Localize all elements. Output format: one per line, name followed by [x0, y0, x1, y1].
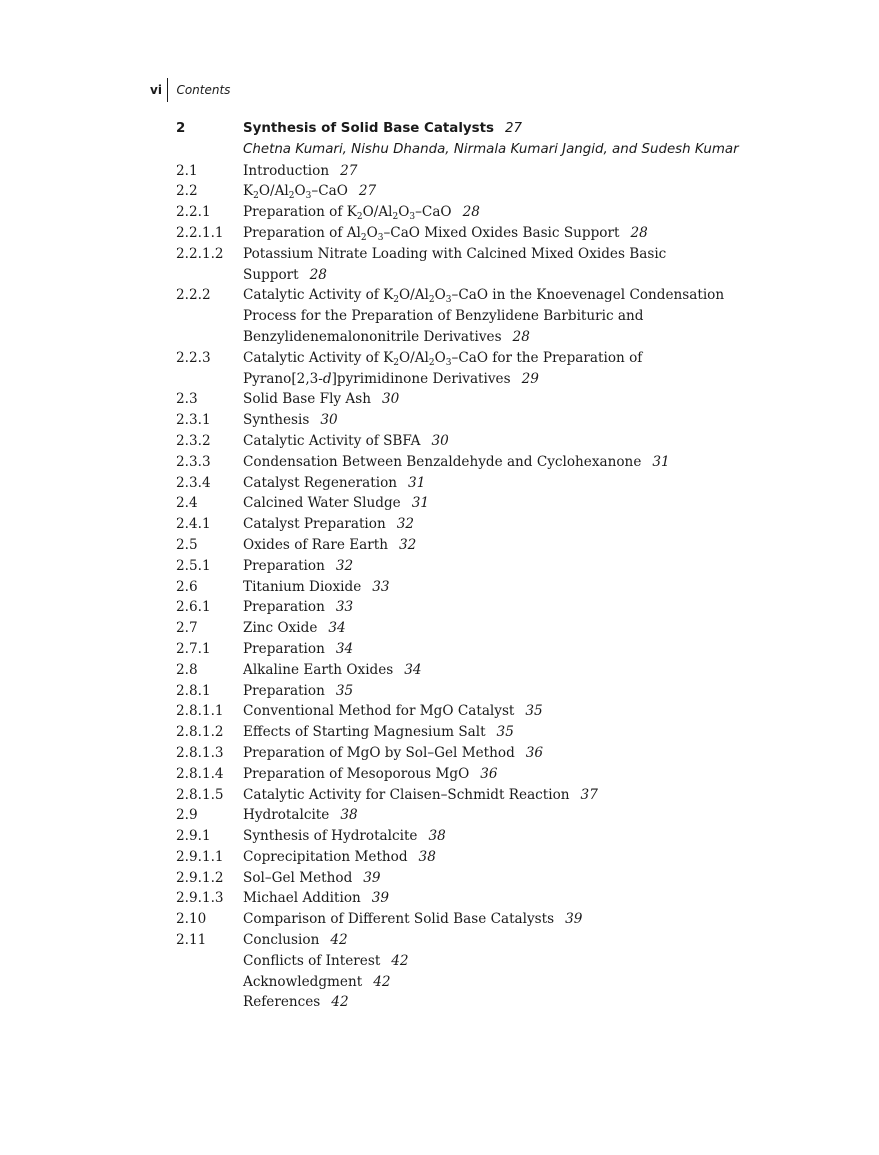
title-text: References	[243, 994, 321, 1011]
section-number: 2.5.1	[176, 557, 211, 574]
toc-entry[interactable]	[176, 514, 776, 535]
section-number: 2.1	[176, 162, 198, 179]
page-number-ref: 28	[512, 328, 530, 345]
section-number: 2.8.1.2	[176, 724, 224, 741]
subscript: 3	[305, 191, 312, 202]
title-segment: Catalytic Activity of K	[243, 349, 394, 366]
toc-entry[interactable]	[176, 785, 776, 806]
subscript: 2	[393, 295, 400, 306]
subscript: 3	[377, 232, 384, 243]
section-title	[243, 202, 776, 223]
title-segment: Pyrano[2,3-	[243, 370, 323, 387]
title-text: Support	[243, 266, 299, 283]
subscript: 2	[428, 357, 435, 368]
section-number: 2.2.1	[176, 204, 211, 221]
subscript: 2	[288, 191, 295, 202]
page-number-ref: 36	[480, 765, 498, 782]
title-text: Preparation of Mesoporous MgO	[243, 765, 470, 782]
section-number: 2.7.1	[176, 640, 211, 657]
section-title	[243, 951, 776, 972]
section-number: 2.8.1	[176, 682, 211, 699]
toc-entry[interactable]	[176, 618, 776, 639]
title-segment: –CaO Mixed Oxides Basic Support	[383, 224, 620, 241]
page-number-ref: 39	[565, 911, 583, 928]
section-number: 2.8.1.1	[176, 703, 224, 720]
title-text: Synthesis	[243, 412, 310, 429]
page-number-ref: 33	[335, 599, 354, 616]
title-segment: O	[398, 204, 410, 221]
toc-entry[interactable]	[176, 181, 776, 202]
page-number-ref: 42	[373, 973, 391, 990]
page-number-ref: 39	[363, 869, 381, 886]
page-number-ref: 30	[431, 432, 449, 449]
section-number: 2.3.4	[176, 474, 211, 491]
title-segment: K	[243, 183, 254, 200]
section-title	[243, 639, 776, 660]
section-number: 2.2.2	[176, 287, 211, 304]
section-title	[243, 285, 776, 347]
title-segment: Benzylidenemalononitrile Derivatives	[243, 328, 502, 345]
title-segment: –CaO for the Preparation of	[451, 349, 643, 366]
section-title	[243, 847, 776, 868]
title-text: Titanium Dioxide	[243, 578, 362, 595]
section-title	[243, 597, 776, 618]
toc-entry[interactable]	[176, 535, 776, 556]
toc-entry[interactable]	[176, 348, 776, 390]
title-text: Coprecipitation Method	[243, 848, 408, 865]
page-number-ref: 34	[328, 620, 346, 637]
section-title	[243, 681, 776, 702]
page-number-ref: 31	[408, 474, 426, 491]
toc-entry[interactable]	[176, 410, 776, 431]
section-title	[243, 972, 776, 993]
toc-entry[interactable]	[176, 493, 776, 514]
title-text: Calcined Water Sludge	[243, 495, 401, 512]
toc-entry[interactable]	[176, 577, 776, 598]
page-number-ref: 30	[320, 412, 338, 429]
page-number-ref: 33	[372, 578, 390, 595]
running-head-title: Contents	[176, 83, 231, 97]
chapter-authors	[176, 140, 776, 161]
subscript: 3	[409, 212, 416, 223]
section-title	[243, 805, 776, 826]
section-title	[243, 930, 776, 951]
title-segment: Process for the Preparation of Benzylidene Barbituric and	[243, 308, 644, 325]
page-number-ref: 35	[335, 682, 354, 699]
section-title	[243, 764, 776, 785]
page-number-ref: 28	[630, 224, 648, 241]
toc-entry[interactable]	[176, 743, 776, 764]
section-title	[243, 223, 776, 244]
title-text: Preparation	[243, 557, 325, 574]
section-title	[243, 348, 776, 390]
title-segment: Preparation of K	[243, 204, 357, 221]
chapter-title: Synthesis of Solid Base Catalysts	[243, 121, 494, 136]
toc-entry[interactable]	[176, 722, 776, 743]
title-text: Preparation	[243, 640, 325, 657]
toc-entry[interactable]	[176, 223, 776, 244]
subscript: 2	[253, 191, 259, 202]
toc-entry[interactable]	[176, 701, 776, 722]
title-text: Oxides of Rare Earth	[243, 536, 388, 553]
title-segment: Catalytic Activity of K	[243, 287, 394, 304]
title-segment: O	[434, 349, 446, 366]
title-text: Hydrotalcite	[243, 807, 330, 824]
toc-entry[interactable]	[176, 473, 776, 494]
italic-segment: d	[322, 370, 332, 387]
section-number: 2.9.1.3	[176, 890, 224, 907]
title-segment: O	[366, 224, 378, 241]
section-number	[176, 951, 243, 972]
toc-entry[interactable]	[176, 764, 776, 785]
toc-entry[interactable]	[176, 951, 776, 972]
page-number-ref: 29	[521, 370, 539, 387]
section-title	[243, 452, 776, 473]
title-line	[243, 369, 776, 390]
page-number-ref: 31	[652, 453, 670, 470]
section-number: 2.10	[176, 911, 207, 928]
page-number-ref: 38	[428, 828, 446, 845]
title-segment: ]pyrimidinone Derivatives	[331, 370, 511, 387]
toc-entry[interactable]	[176, 868, 776, 889]
page-number-ref: 32	[335, 557, 354, 574]
title-text: Conventional Method for MgO Catalyst	[243, 703, 515, 720]
chapter-page: 27	[505, 121, 523, 136]
section-title	[243, 743, 776, 764]
section-number: 2.9.1.1	[176, 848, 224, 865]
page-number-ref: 34	[335, 640, 354, 657]
section-title	[243, 410, 776, 431]
title-segment: O	[434, 287, 446, 304]
title-text: Catalytic Activity for Claisen–Schmidt Reaction	[243, 786, 570, 803]
title-segment: Preparation of Al	[243, 224, 361, 241]
subscript: 3	[445, 295, 452, 306]
page-number: vi	[150, 83, 162, 97]
section-title	[243, 888, 776, 909]
page-number-ref: 28	[309, 266, 327, 283]
toc-entry[interactable]	[176, 556, 776, 577]
title-line	[243, 285, 776, 306]
chapter-title-line	[243, 119, 776, 140]
section-title	[243, 493, 776, 514]
title-text: Acknowledgment	[243, 973, 363, 990]
subscript: 2	[428, 295, 435, 306]
chapter-heading[interactable]	[176, 119, 776, 140]
title-text: Zinc Oxide	[243, 620, 318, 637]
toc-entry[interactable]	[176, 847, 776, 868]
subscript: 2	[360, 232, 367, 243]
title-segment: –CaO in the Knoevenagel Condensation	[451, 287, 725, 304]
toc-entry[interactable]	[176, 431, 776, 452]
page-number-ref: 30	[381, 391, 400, 408]
section-number: 2.6.1	[176, 599, 211, 616]
section-title	[243, 618, 776, 639]
page-number-ref: 35	[496, 724, 514, 741]
title-text: Preparation of MgO by Sol–Gel Method	[243, 744, 515, 761]
title-text: Preparation	[243, 599, 325, 616]
toc-entry[interactable]	[176, 161, 776, 182]
authors-spacer	[176, 140, 243, 161]
page-number-ref: 39	[371, 890, 390, 907]
section-number: 2.9.1.2	[176, 869, 224, 886]
toc-entry[interactable]	[176, 285, 776, 347]
title-line	[243, 306, 776, 327]
section-number	[176, 972, 243, 993]
section-title	[243, 660, 776, 681]
toc-entry[interactable]	[176, 972, 776, 993]
title-text: Preparation	[243, 682, 325, 699]
section-number: 2.4.1	[176, 516, 211, 533]
title-text: Conclusion	[243, 932, 320, 949]
toc-entry[interactable]	[176, 660, 776, 681]
subscript: 2	[393, 357, 400, 368]
title-segment: O/Al	[399, 349, 429, 366]
page-number-ref: 36	[525, 744, 544, 761]
section-title	[243, 535, 776, 556]
title-segment: –CaO	[311, 183, 348, 200]
section-number: 2.5	[176, 536, 198, 553]
section-number: 2.9.1	[176, 828, 211, 845]
toc-entry[interactable]	[176, 639, 776, 660]
page-number-ref: 27	[340, 162, 358, 179]
toc-entry[interactable]	[176, 597, 776, 618]
title-text: Synthesis of Hydrotalcite	[243, 828, 418, 845]
page-number-ref: 37	[580, 786, 598, 803]
section-title	[243, 389, 776, 410]
title-text: Sol–Gel Method	[243, 869, 353, 886]
section-title	[243, 244, 776, 286]
section-number: 2.2.1.1	[176, 224, 224, 241]
title-text: Michael Addition	[243, 890, 361, 907]
title-text: Potassium Nitrate Loading with Calcined Mixed Oxides Basic	[243, 245, 667, 262]
header-divider	[167, 78, 169, 102]
title-line	[243, 244, 776, 265]
page-number-ref: 42	[391, 952, 409, 969]
section-number	[176, 992, 243, 1013]
toc-entry[interactable]	[176, 930, 776, 951]
toc-entry[interactable]	[176, 681, 776, 702]
section-number: 2.4	[176, 495, 198, 512]
page-number-ref: 34	[404, 661, 422, 678]
toc-entry[interactable]	[176, 452, 776, 473]
title-segment: O	[294, 183, 306, 200]
page-number-ref: 35	[525, 703, 543, 720]
section-title	[243, 826, 776, 847]
page-number-ref: 42	[331, 994, 349, 1011]
section-title	[243, 161, 776, 182]
section-number: 2.2.1.2	[176, 245, 224, 262]
section-number: 2.2	[176, 183, 198, 200]
title-segment: O/Al	[362, 204, 393, 221]
page-number-ref: 28	[462, 204, 480, 221]
section-number: 2.8.1.5	[176, 786, 224, 803]
subscript: 3	[445, 357, 452, 368]
section-title	[243, 577, 776, 598]
section-title	[243, 909, 776, 930]
page-number-ref: 32	[399, 536, 417, 553]
section-number: 2.9	[176, 807, 198, 824]
title-text: Catalytic Activity of SBFA	[243, 432, 421, 449]
toc-entry[interactable]	[176, 909, 776, 930]
section-title	[243, 785, 776, 806]
section-title	[243, 556, 776, 577]
table-of-contents	[176, 119, 776, 1013]
section-title	[243, 722, 776, 743]
title-text: Solid Base Fly Ash	[243, 391, 371, 408]
title-text: Conflicts of Interest	[243, 952, 381, 969]
section-title	[243, 701, 776, 722]
chapter-number: 2	[176, 121, 186, 136]
section-title	[243, 514, 776, 535]
subscript: 2	[392, 212, 399, 223]
section-number: 2.3	[176, 391, 198, 408]
section-number: 2.8.1.3	[176, 744, 224, 761]
title-text: Alkaline Earth Oxides	[243, 661, 394, 678]
section-title	[243, 473, 776, 494]
title-text: Introduction	[243, 162, 330, 179]
section-number: 2.2.3	[176, 349, 211, 366]
page-number-ref: 38	[418, 848, 436, 865]
section-title	[243, 992, 776, 1013]
toc-entry[interactable]	[176, 826, 776, 847]
title-text: Comparison of Different Solid Base Catalysts	[243, 911, 555, 928]
title-segment: –CaO	[415, 204, 452, 221]
title-segment: O/Al	[399, 287, 429, 304]
section-number: 2.8.1.4	[176, 765, 224, 782]
authors-text: Chetna Kumari, Nishu Dhanda, Nirmala Kumari Jangid, and Sudesh Kumar	[243, 141, 739, 157]
toc-entry[interactable]	[176, 992, 776, 1013]
toc-entry[interactable]	[176, 888, 776, 909]
toc-entry[interactable]	[176, 805, 776, 826]
toc-entry[interactable]	[176, 389, 776, 410]
section-title	[243, 181, 776, 202]
running-head	[150, 78, 230, 102]
title-text: Catalyst Preparation	[243, 516, 386, 533]
section-number: 2.3.3	[176, 453, 211, 470]
title-text: Effects of Starting Magnesium Salt	[243, 724, 486, 741]
title-segment: O/Al	[258, 183, 289, 200]
section-number: 2.7	[176, 620, 198, 637]
section-title	[243, 868, 776, 889]
page-number-ref: 27	[358, 183, 377, 200]
title-line	[243, 348, 776, 369]
section-number: 2.3.2	[176, 432, 211, 449]
page-number-ref: 31	[411, 495, 430, 512]
page-number-ref: 42	[330, 932, 348, 949]
page-number-ref: 38	[340, 807, 358, 824]
page-number-ref: 32	[396, 516, 415, 533]
title-text: Condensation Between Benzaldehyde and Cyclohexanone	[243, 453, 642, 470]
toc-entry[interactable]	[176, 244, 776, 286]
subscript: 2	[356, 212, 363, 223]
toc-entry[interactable]	[176, 202, 776, 223]
title-line	[243, 327, 776, 348]
section-number: 2.6	[176, 578, 198, 595]
section-number: 2.11	[176, 932, 207, 949]
section-number: 2.8	[176, 661, 198, 678]
section-number: 2.3.1	[176, 412, 211, 429]
title-line	[243, 265, 776, 286]
title-text: Catalyst Regeneration	[243, 474, 398, 491]
section-title	[243, 431, 776, 452]
